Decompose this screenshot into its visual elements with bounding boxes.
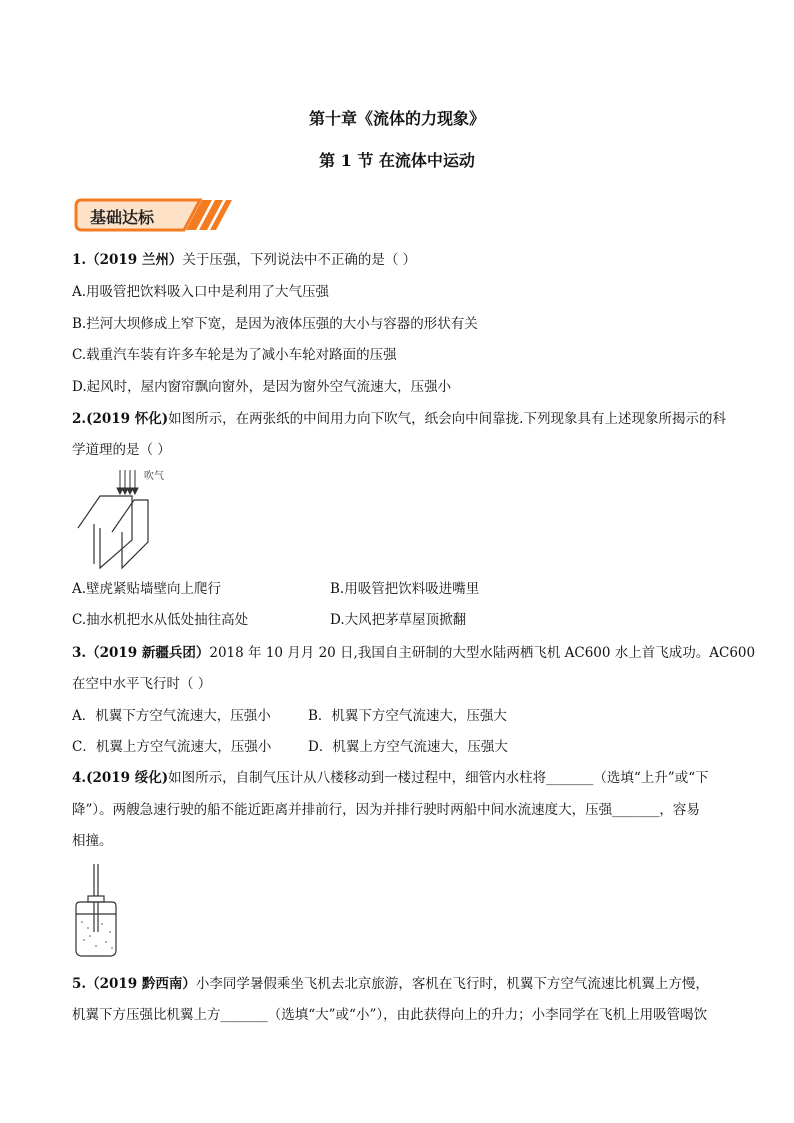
question-4 (72, 768, 709, 788)
question-5 (72, 974, 709, 994)
question-2-option-c: C.抽水机把水从低处抽往高处 (72, 612, 249, 628)
question-2-stem: 如图所示，在两张纸的中间用力向下吹气，纸会向中间靠拢.下列现象具有上述现象所揭示的科 (168, 411, 726, 427)
basic-level-badge (72, 196, 232, 234)
question-1-source: 1.（2019 兰州） (72, 252, 183, 268)
question-3 (72, 643, 755, 663)
question-4-source: 4.(2019 绥化) (72, 770, 169, 786)
question-2-option-d: D.大风把茅草屋顶掀翻 (330, 612, 467, 628)
badge-label: 基础达标 (90, 208, 155, 227)
question-5-source: 5.（2019 黔西南） (72, 976, 196, 992)
question-1-stem: 关于压强，下列说法中不正确的是（ ） (182, 252, 417, 268)
question-1 (72, 250, 416, 270)
chapter-title: 第十章《流体的力现象》 (308, 109, 485, 128)
barometer-figure (72, 862, 120, 958)
paper-blowing-figure (72, 468, 192, 570)
section-title: 第 1 节 在流体中运动 (319, 151, 475, 170)
question-3-option-a: A．机翼下方空气流速大，压强小 (72, 708, 271, 724)
question-1-option-a: A.用吸管把饮料吸入口中是利用了大气压强 (72, 284, 330, 300)
question-3-source: 3.（2019 新疆兵团） (72, 645, 210, 661)
question-3-option-b: B．机翼下方空气流速大，压强大 (308, 708, 507, 724)
question-5-stem: 小李同学暑假乘坐飞机去北京旅游，客机在飞行时，机翼下方空气流速比机翼上方慢， (195, 976, 709, 992)
question-3-option-d: D．机翼上方空气流速大，压强大 (308, 739, 508, 755)
question-4-stem: 如图所示，自制气压计从八楼移动到一楼过程中，细管内水柱将_______（选填“上升”或“下 (168, 770, 709, 786)
question-1-option-d: D.起风时，屋内窗帘飘向窗外，是因为窗外空气流速大，压强小 (72, 379, 452, 395)
question-4-stem-line2: 降”）。两艘急速行驶的船不能近距离并排前行，因为并排行驶时两船中间水流速度大，压强_______，容易 (72, 802, 700, 818)
question-2-source: 2.(2019 怀化) (72, 411, 169, 427)
blow-label: 吹气 (144, 471, 164, 482)
question-2-option-b: B.用吸管把饮料吸进嘴里 (330, 581, 480, 597)
question-1-option-c: C.载重汽车装有许多车轮是为了减小车轮对路面的压强 (72, 347, 397, 363)
question-4-stem-line3: 相撞。 (72, 833, 113, 849)
question-2 (72, 409, 726, 429)
question-5-stem-line2: 机翼下方压强比机翼上方_______（选填“大”或“小”），由此获得向上的升力；小李同学在飞机上用吸管喝饮 (72, 1007, 708, 1023)
question-2-stem-line2: 学道理的是（ ） (72, 442, 171, 458)
question-3-stem: 2018 年 10 月月 20 日,我国自主研制的大型水陆两栖飞机 AC600 水上首飞成功。AC600 (209, 645, 756, 661)
question-1-option-b: B.拦河大坝修成上窄下宽，是因为液体压强的大小与容器的形状有关 (72, 316, 478, 332)
question-3-stem-line2: 在空中水平飞行时（ ） (72, 676, 212, 692)
question-2-option-a: A.壁虎紧贴墙壁向上爬行 (72, 581, 222, 597)
question-3-option-c: C．机翼上方空气流速大，压强小 (72, 739, 272, 755)
